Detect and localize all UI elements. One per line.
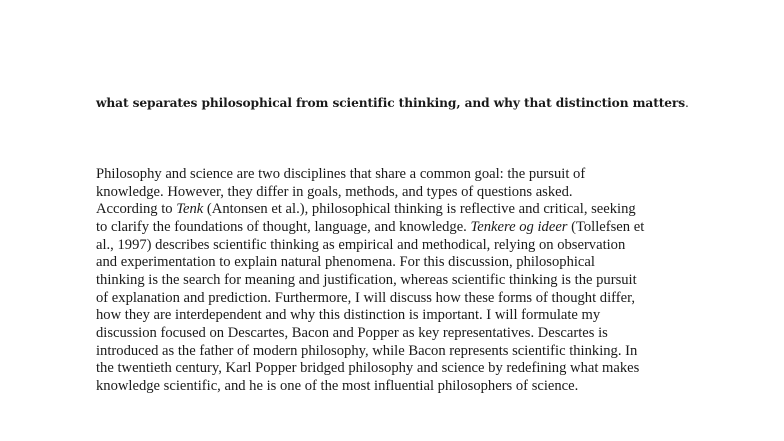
- body-line: [96, 307, 696, 325]
- body-line: [96, 360, 696, 378]
- body-text: the twentieth century, Karl Popper bridged philosophy and science by redefining what makes: [96, 360, 640, 377]
- body-text: knowledge scientific, and he is one of the most influential philosophers of science.: [96, 377, 579, 394]
- body-line: [96, 272, 696, 290]
- body-line: [96, 184, 696, 202]
- body-text: (Tollefsen et: [567, 218, 645, 235]
- body-text: (Antonsen et al.), philosophical thinking is reflective and critical, seeking: [203, 201, 636, 218]
- body-text: knowledge. However, they differ in goals, methods, and types of questions asked.: [96, 183, 573, 200]
- document-title-period: .: [685, 96, 689, 110]
- body-line: [96, 325, 696, 343]
- body-text: thinking is the search for meaning and justification, whereas scientific thinking is the pursuit: [96, 271, 637, 288]
- body-text: introduced as the father of modern philosophy, while Bacon represents scientific thinking. In: [96, 342, 638, 359]
- document-body-paragraph: [96, 166, 696, 396]
- body-line: [96, 343, 696, 361]
- body-line: [96, 219, 696, 237]
- body-text: to clarify the foundations of thought, language, and knowledge.: [96, 218, 471, 235]
- document-title: [96, 94, 736, 112]
- body-text: and experimentation to explain natural phenomena. For this discussion, philosophical: [96, 254, 595, 271]
- body-text: of explanation and prediction. Furthermore, I will discuss how these forms of thought differ,: [96, 289, 635, 306]
- body-text: Philosophy and science are two disciplines that share a common goal: the pursuit of: [96, 166, 586, 182]
- body-line: [96, 166, 696, 184]
- body-text: discussion focused on Descartes, Bacon and Popper as key representatives. Descartes is: [96, 324, 608, 341]
- body-text: According to: [96, 201, 177, 218]
- body-line: [96, 254, 696, 272]
- body-line: [96, 378, 696, 396]
- book-title-citation: Tenk: [176, 201, 204, 218]
- document-title-text: what separates philosophical from scientific thinking, and why that distinction matters: [96, 96, 686, 110]
- book-title-citation: Tenkere og ideer: [470, 218, 568, 235]
- body-line: [96, 237, 696, 255]
- body-text: al., 1997) describes scientific thinking as empirical and methodical, relying on observation: [96, 236, 626, 253]
- body-line: [96, 290, 696, 308]
- body-line: [96, 201, 696, 219]
- body-text: how they are interdependent and why this distinction is important. I will formulate my: [96, 307, 601, 324]
